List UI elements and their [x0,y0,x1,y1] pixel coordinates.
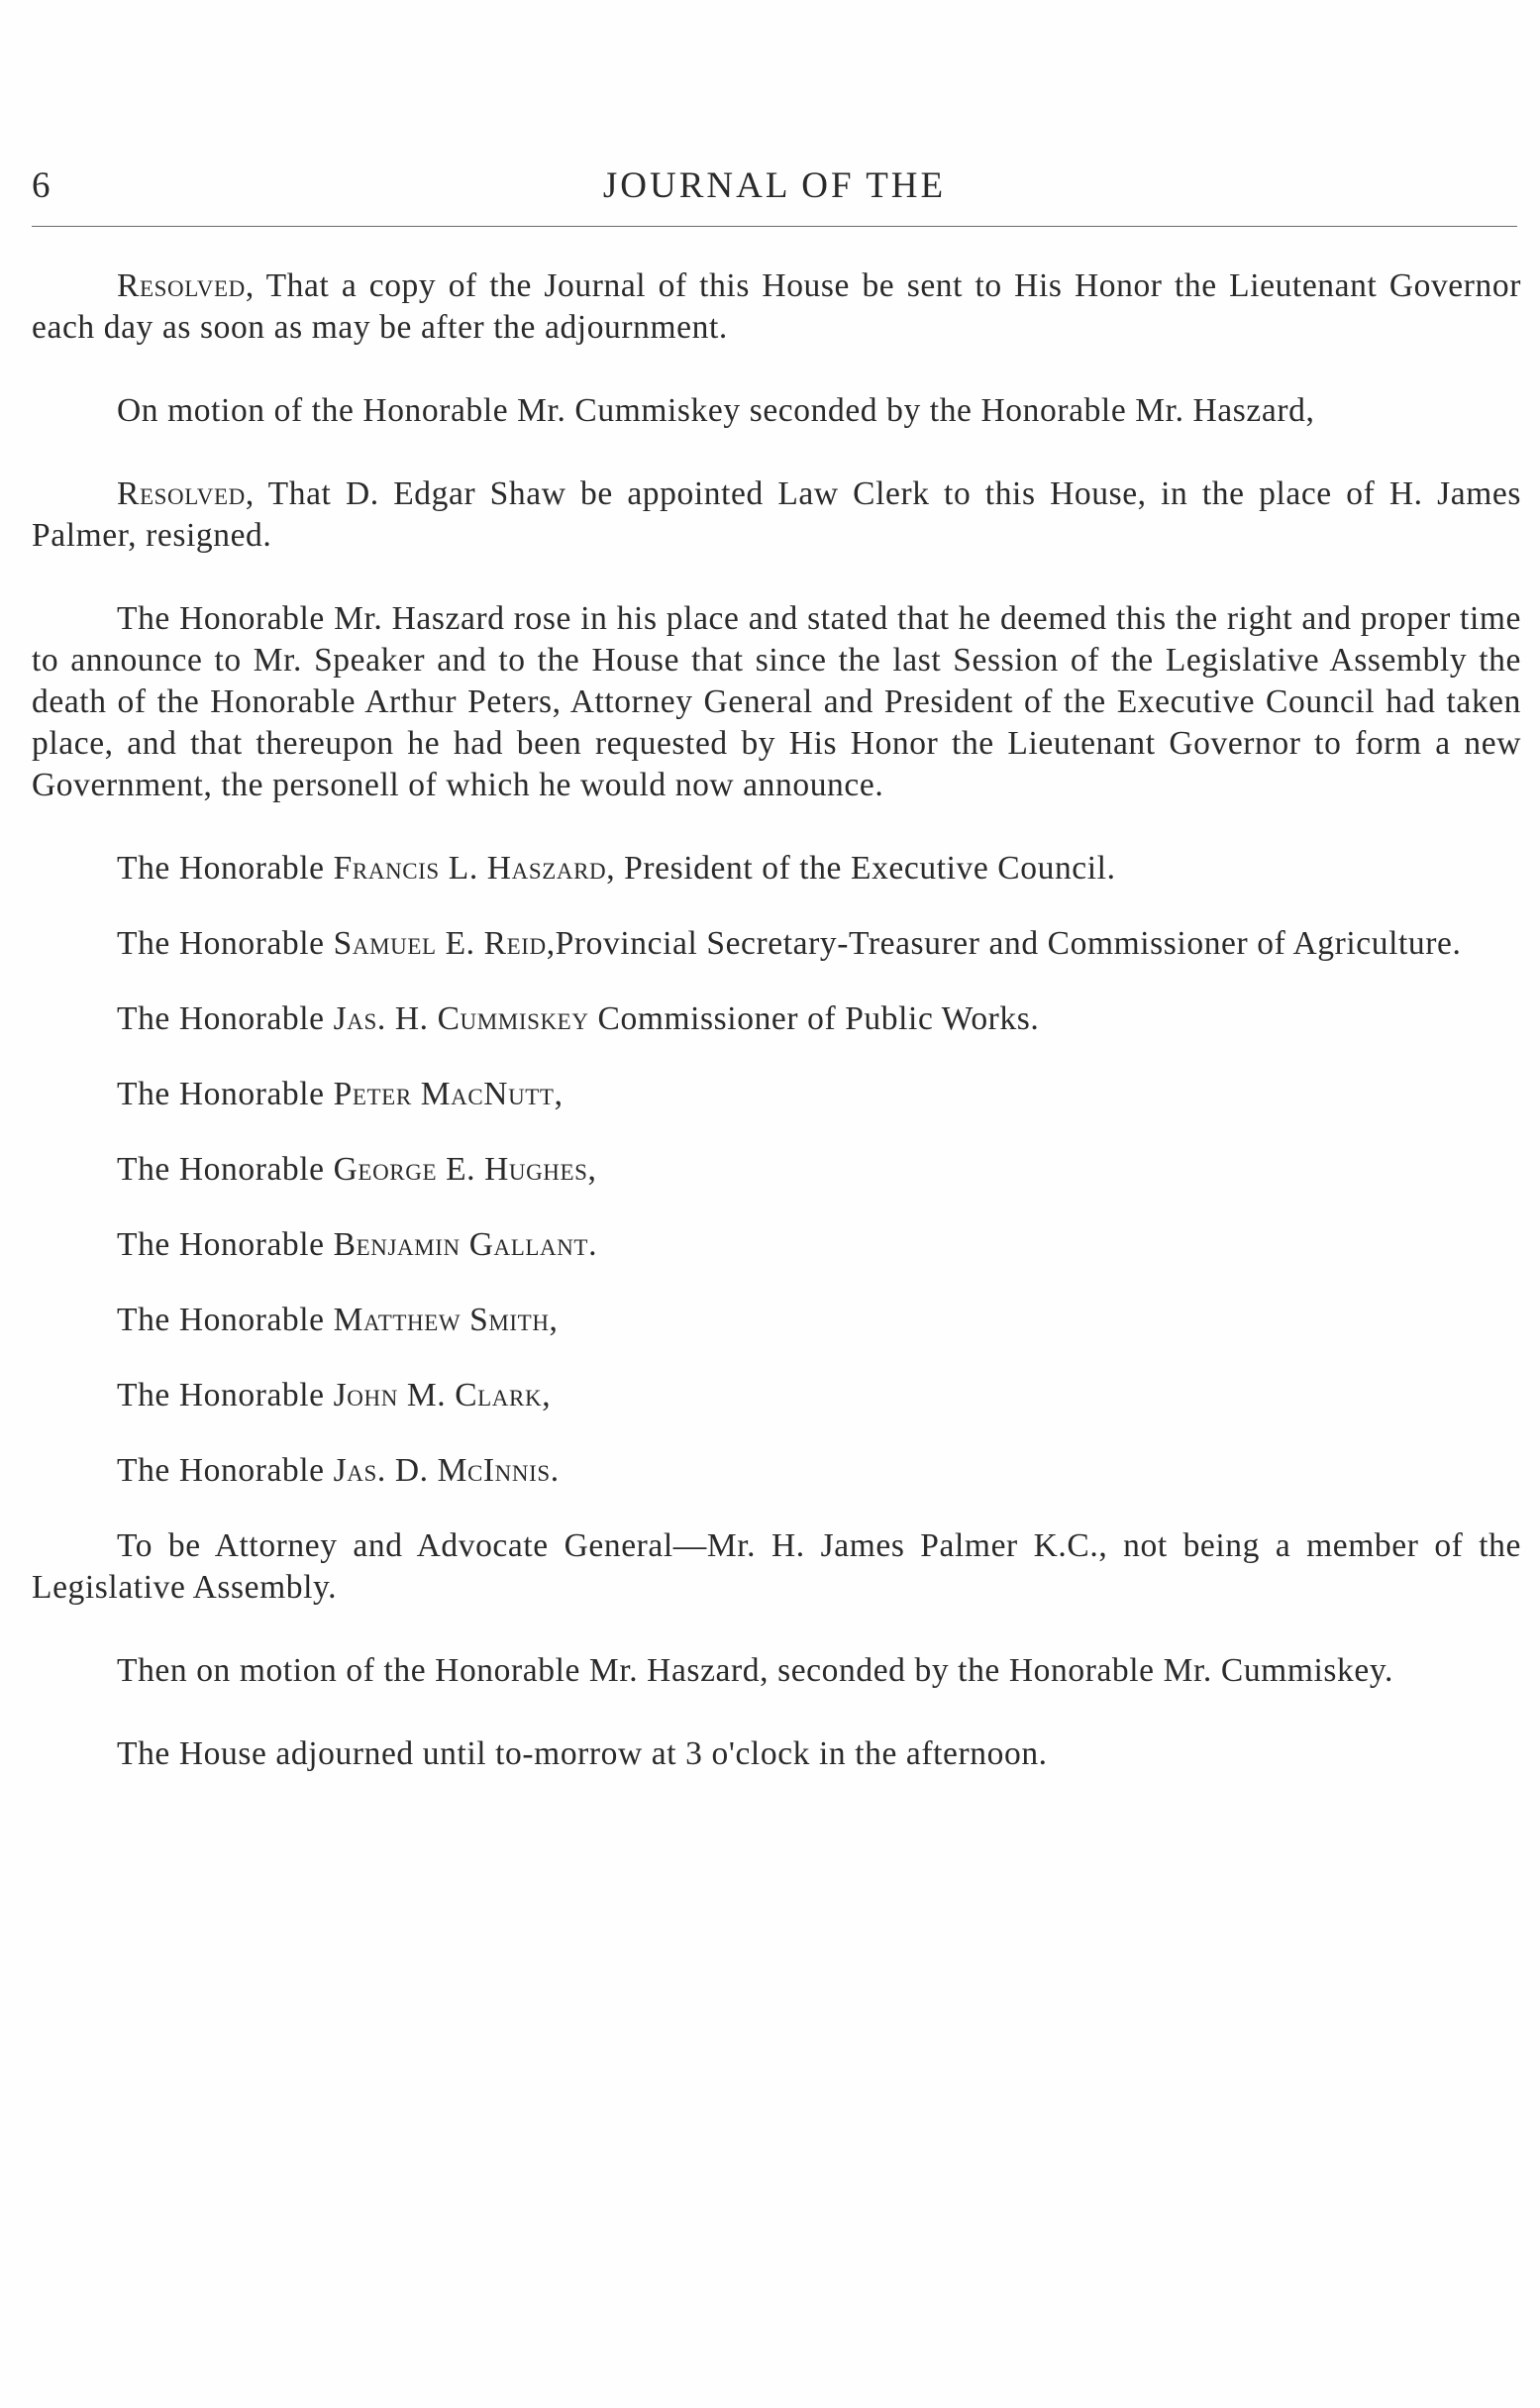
minister-name: Peter MacNutt [333,1076,555,1112]
resolution-paragraph [32,265,1521,349]
minister-entry: The Honorable Jas. D. McInnis. [117,1452,560,1489]
motion-paragraph: Then on motion of the Honorable Mr. Haszard, seconded by the Honorable Mr. Cummiskey. [117,1652,1393,1689]
minister-entry: The Honorable George E. Hughes, [117,1151,597,1188]
minister-name: Francis L. Haszard [333,850,607,887]
minister-entry: The Honorable Peter MacNutt, [117,1076,564,1112]
minister-name: Benjamin Gallant [333,1226,589,1263]
statement-paragraph: The Honorable Mr. Haszard rose in his place and stated that he deemed this the right and proper time to announce to Mr. Speaker and to the House that since the last Session of the Legislative Assembly the death of the Honorable Arthur Peters, Attorney General and President of the Executive Council had taken place, and that thereupon he had been requested by His Honor the Lieutenant Governor to form a new Government, the personell of which he would now announce. [32,600,1521,803]
minister-name: Jas. H. Cummiskey [333,1000,589,1037]
page-header [32,160,1517,220]
resolved-lead: Resolved [117,267,246,304]
motion-paragraph: On motion of the Honorable Mr. Cummiskey seconded by the Honorable Mr. Haszard, [117,392,1315,429]
page-number: 6 [32,165,51,206]
adjournment-paragraph: The House adjourned until to-morrow at 3 o'clock in the afternoon. [117,1735,1048,1772]
attorney-paragraph: To be Attorney and Advocate General—Mr. H. James Palmer K.C., not being a member of the Legislative Assembly. [32,1527,1521,1606]
header-rule [32,226,1517,227]
resolved-lead: Resolved [117,475,246,512]
minister-entry: The Honorable Francis L. Haszard, President of the Executive Council. [117,850,1116,887]
minister-name: Samuel E. Reid [333,925,547,962]
minister-entry: The Honorable Samuel E. Reid,Provincial Secretary-Treasurer and Commissioner of Agriculture. [117,925,1462,962]
resolution-text: , That D. Edgar Shaw be appointed Law Clerk to this House, in the place of H. James Palmer, resigned. [32,475,1521,554]
resolution-paragraph [32,473,1521,557]
journal-body [32,265,1521,1817]
resolution-text: , That a copy of the Journal of this House be sent to His Honor the Lieutenant Governor each day as soon as may be after the adjournment. [32,267,1521,346]
minister-entry: The Honorable Jas. H. Cummiskey Commissioner of Public Works. [117,1000,1040,1037]
minister-entry: The Honorable Matthew Smith, [117,1302,559,1338]
running-head: JOURNAL OF THE [602,165,947,206]
minister-entry: The Honorable Benjamin Gallant. [117,1226,598,1263]
minister-name: George E. Hughes [333,1151,588,1188]
ministers-list [32,848,1521,1492]
minister-name: Jas. D. McInnis [333,1452,551,1489]
minister-name: Matthew Smith [333,1302,550,1338]
minister-entry: The Honorable John M. Clark, [117,1377,552,1413]
minister-name: John M. Clark [333,1377,543,1413]
